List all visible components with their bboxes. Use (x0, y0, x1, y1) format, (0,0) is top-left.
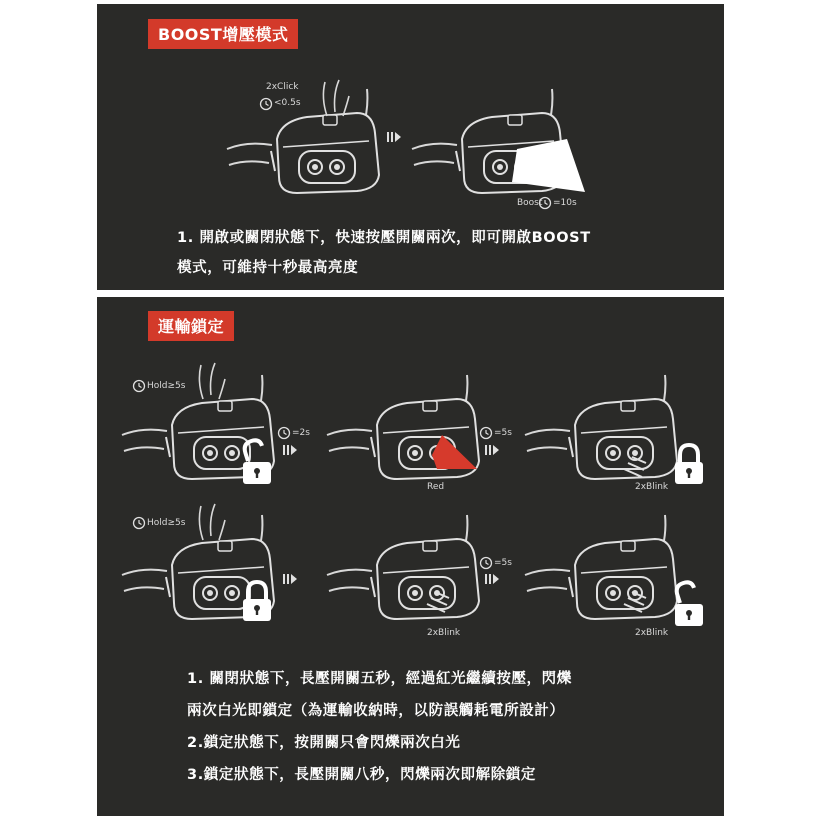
arrow-icon (283, 574, 297, 584)
lock-panel (97, 297, 724, 816)
boost-panel (97, 4, 724, 290)
time-5s-label: =5s (494, 558, 512, 568)
lock-desc-line3: 2.鎖定狀態下，按開關只會閃爍兩次白光 (187, 735, 461, 751)
time-2s-label: =2s (292, 428, 310, 438)
arrow-icon (485, 445, 499, 455)
boost-label: Boost (517, 198, 543, 208)
clock-icon (134, 381, 145, 392)
finger-icon (199, 363, 225, 399)
clock-icon (134, 518, 145, 529)
boost-desc-line1: 1. 開啟或關閉狀態下，快速按壓開關兩次，即可開啟BOOST (177, 230, 591, 246)
hold-label: Hold≥5s (147, 381, 186, 391)
clock-icon (261, 99, 272, 110)
arrow-icon (283, 445, 297, 455)
blink-label: 2xBlink (427, 628, 461, 638)
boost-mode-tag: BOOST增壓模式 (148, 19, 298, 49)
lock-desc-line2: 兩次白光即鎖定（為運輸收納時，以防誤觸耗電所設計） (187, 703, 565, 719)
finger-icon (199, 504, 225, 540)
boost-desc-line2: 模式，可維持十秒最高亮度 (177, 260, 359, 276)
unlocked-padlock-icon (674, 580, 703, 626)
red-label: Red (427, 482, 445, 492)
lock-desc-line1: 1. 關閉狀態下，長壓開關五秒，經過紅光繼續按壓，閃爍 (187, 671, 572, 687)
blink-label: 2xBlink (635, 482, 669, 492)
locked-padlock-icon (675, 445, 703, 484)
click-time-label: <0.5s (274, 98, 301, 108)
finger-icon (323, 80, 349, 116)
headlamp-icon (327, 515, 479, 619)
lock-desc-line4: 3.鎖定狀態下，長壓開關八秒，閃爍兩次即解除鎖定 (187, 767, 536, 783)
clock-icon (481, 558, 492, 569)
click-label: 2xClick (266, 82, 299, 92)
headlamp-icon (525, 375, 677, 479)
arrow-icon (387, 132, 401, 142)
headlamp-icon (227, 89, 379, 193)
boost-time-label: =10s (553, 198, 577, 208)
arrow-icon (485, 574, 499, 584)
clock-icon (279, 428, 290, 439)
time-5s-label: =5s (494, 428, 512, 438)
lock-diagram (97, 297, 724, 627)
transport-lock-tag: 運輸鎖定 (148, 311, 234, 341)
clock-icon (481, 428, 492, 439)
hold-label: Hold≥5s (147, 518, 186, 528)
blink-label: 2xBlink (635, 628, 669, 638)
headlamp-icon (525, 515, 677, 619)
